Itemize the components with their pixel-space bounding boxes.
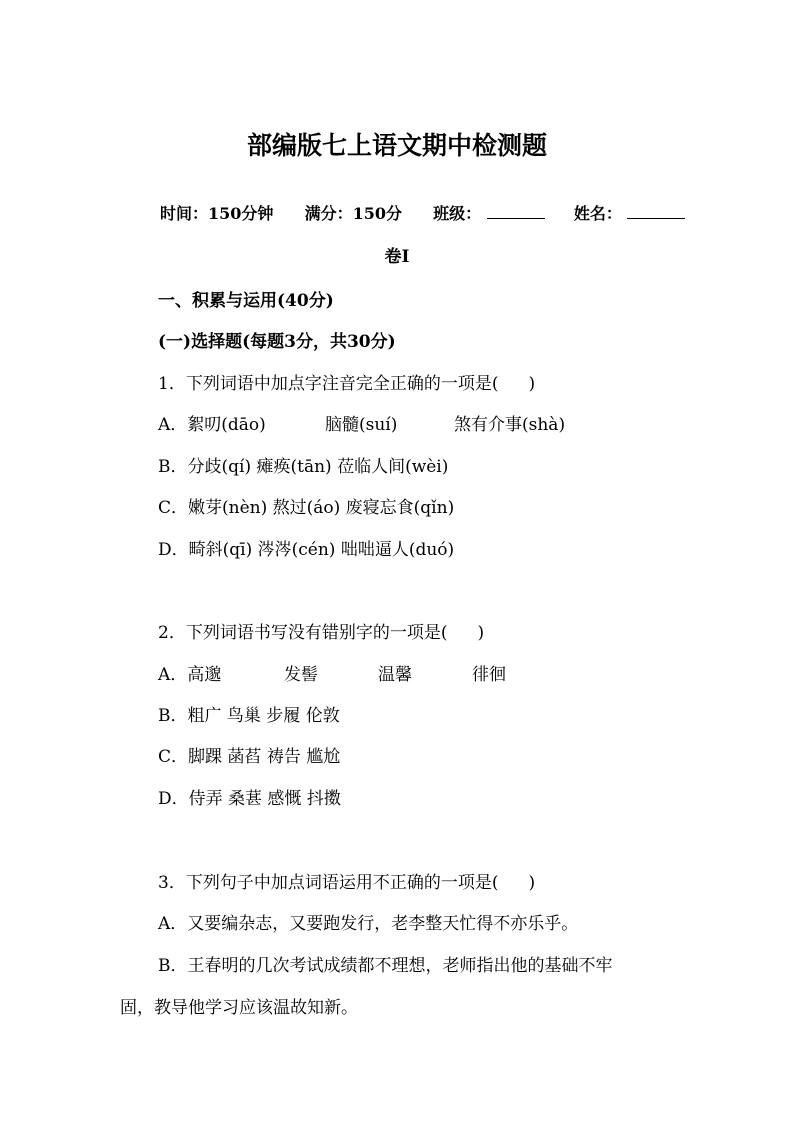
question-1-text: 1．下列词语中加点字注音完全正确的一项是(: [158, 374, 499, 394]
question-2-option-a: [158, 660, 506, 685]
question-2-option-c: C．脚踝 菡萏 祷告 尴尬: [158, 747, 341, 767]
q1-a-word-1: A．絮叨(dāo): [158, 415, 266, 435]
class-blank: [487, 204, 545, 219]
question-1-option-d: D．畸斜(qī) 涔涔(cén) 咄咄逼人(duó): [158, 540, 455, 560]
question-2-option-d: D．侍弄 桑葚 感慨 抖擞: [158, 789, 341, 809]
score-info: 满分：150分: [304, 204, 402, 223]
q2-a-word-3: 温馨: [378, 665, 412, 685]
name-label: 姓名：: [573, 204, 622, 223]
q1-a-word-3: 煞有介事(shà): [454, 415, 566, 435]
question-1-option-b: B．分歧(qí) 瘫痪(tān) 莅临人间(wèi): [158, 457, 449, 477]
q2-a-word-1: A．高邈: [158, 665, 222, 685]
question-3-close: ): [528, 873, 536, 893]
subsection-heading: (一)选择题(每题3分，共30分): [158, 332, 396, 352]
question-3-text: 3．下列句子中加点词语运用不正确的一项是(: [158, 873, 499, 893]
section-heading: 一、积累与运用(40分): [158, 291, 334, 311]
page-title: 部编版七上语文期中检测题: [246, 131, 547, 160]
question-1-option-c: C．嫩芽(nèn) 熬过(áo) 废寝忘食(qǐn): [158, 498, 455, 518]
q2-a-word-4: 徘徊: [472, 665, 506, 685]
exam-meta: [160, 201, 680, 224]
question-3-stem: [158, 868, 535, 893]
q1-a-word-2: 脑髓(suí): [325, 415, 398, 435]
question-2-text: 2．下列词语书写没有错别字的一项是(: [158, 623, 448, 643]
name-blank: [627, 204, 685, 219]
class-label: 班级：: [433, 204, 482, 223]
question-3-option-b-line-1: B．王春明的几次考试成绩都不理想，老师指出他的基础不牢: [158, 956, 613, 976]
volume-heading: 卷Ⅰ: [384, 247, 410, 267]
question-2-close: ): [477, 623, 485, 643]
question-1-option-a: [158, 410, 565, 435]
time-info: 时间：150分钟: [160, 204, 274, 223]
question-2-stem: [158, 618, 484, 643]
q2-a-word-2: 发髻: [284, 665, 318, 685]
question-3-option-a: A．又要编杂志，又要跑发行，老李整天忙得不亦乐乎。: [158, 914, 579, 934]
question-1-stem: [158, 369, 535, 394]
question-1-close: ): [528, 374, 536, 394]
question-2-option-b: B．粗广 鸟巢 步履 伦敦: [158, 706, 340, 726]
question-3-option-b-line-2: 固，教导他学习应该温故知新。: [120, 998, 358, 1018]
